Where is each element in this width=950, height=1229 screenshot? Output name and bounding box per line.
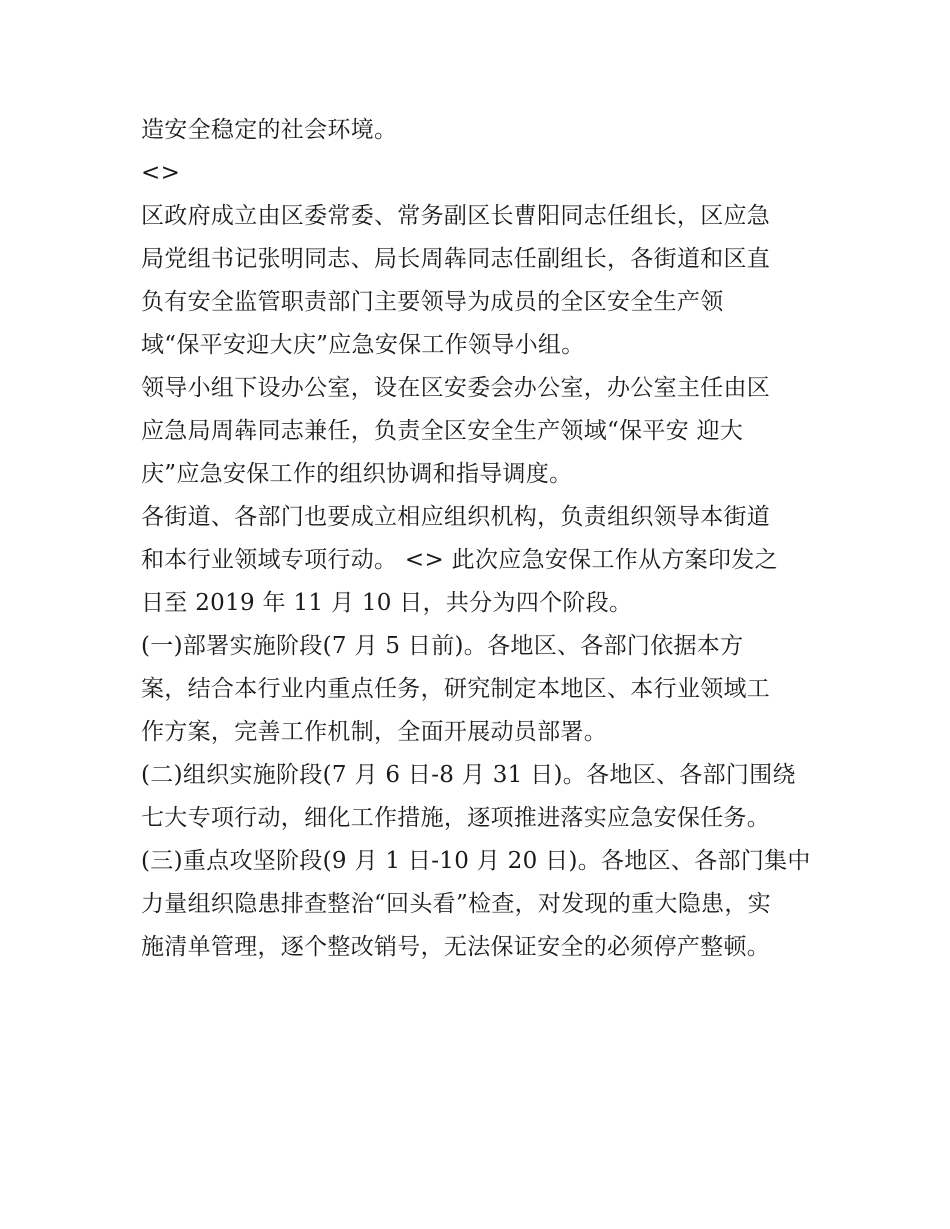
text-line: 日至 2019 年 11 月 10 日，共分为四个阶段。 (141, 590, 633, 616)
text-line: (三)重点攻坚阶段(9 月 1 日-10 月 20 日)。各地区、各部门集中 (141, 848, 811, 874)
text-line: 施清单管理，逐个整改销号，无法保证安全的必须停产整顿。 (141, 934, 771, 960)
text-line: (二)组织实施阶段(7 月 6 日-8 月 31 日)。各地区、各部门围绕 (141, 762, 796, 788)
text-line: 和本行业领域专项行动。 <> 此次应急安保工作从方案印发之 (141, 547, 778, 573)
text-line: 局党组书记张明同志、局长周犇同志任副组长，各街道和区直 (141, 246, 771, 272)
text-line: 应急局周犇同志兼任，负责全区安全生产领域“保平安 迎大 (141, 418, 744, 444)
text-line: 造安全稳定的社会环境。 (141, 117, 398, 143)
document-body (141, 109, 821, 969)
text-line: 区政府成立由区委常委、常务副区长曹阳同志任组长，区应急 (141, 203, 771, 229)
text-line: 负有安全监管职责部门主要领导为成员的全区安全生产领 (141, 289, 724, 315)
text-line: 域“保平安迎大庆”应急安保工作领导小组。 (141, 332, 585, 358)
text-line: 案，结合本行业内重点任务，研究制定本地区、本行业领域工 (141, 676, 771, 702)
text-line: 七大专项行动，细化工作措施，逐项推进落实应急安保任务。 (141, 805, 771, 831)
text-line: 各街道、各部门也要成立相应组织机构，负责组织领导本街道 (141, 504, 771, 530)
text-line: 力量组织隐患排查整治“回头看”检查，对发现的重大隐患，实 (141, 891, 771, 917)
text-line: <> (141, 160, 181, 186)
text-line: 庆”应急安保工作的组织协调和指导调度。 (141, 461, 573, 487)
text-line: 作方案，完善工作机制，全面开展动员部署。 (141, 719, 607, 745)
text-line: (一)部署实施阶段(7 月 5 日前)。各地区、各部门依据本方 (141, 633, 744, 659)
text-line: 领导小组下设办公室，设在区安委会办公室，办公室主任由区 (141, 375, 771, 401)
